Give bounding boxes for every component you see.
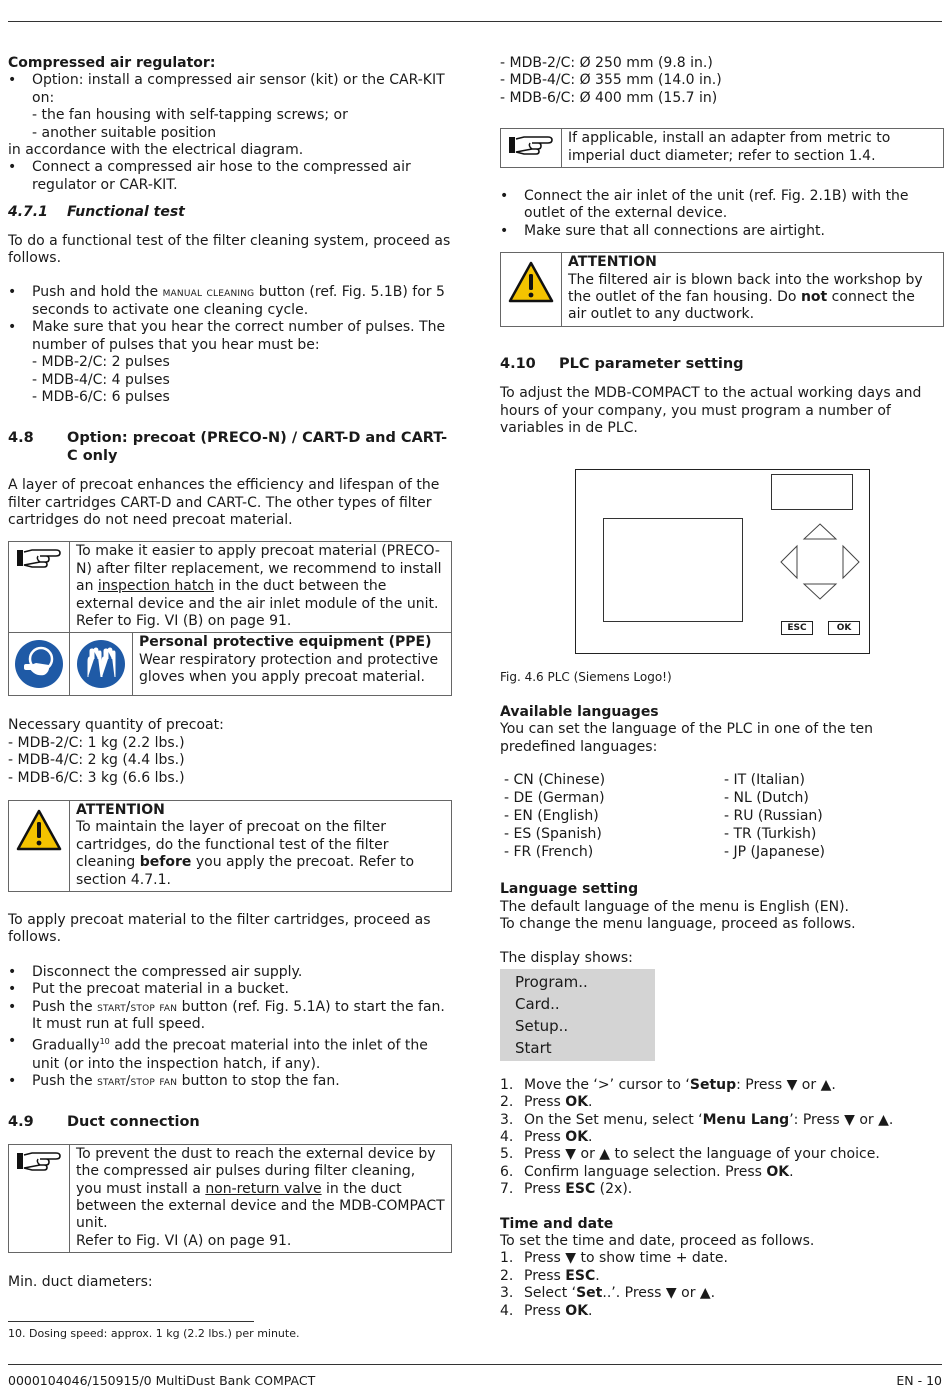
language-columns [504, 771, 944, 861]
list-item: • Connect the air inlet of the unit (ref. Fig. 2.1B) with the outlet of the external device. [500, 188, 944, 223]
list-item: • Put the precoat material in a bucket. [8, 981, 452, 998]
list-item: • Option: install a compressed air sensor (kit) or the CAR-KIT on: - the fan housing with self-tapping screws; or - another suitable position in accordance with the electrical diagram. [8, 72, 452, 159]
functional-test-list [8, 284, 452, 406]
warning-triangle-icon [9, 801, 70, 891]
respirator-mask-icon [9, 633, 70, 695]
plc-intro: To adjust the MDB-COMPACT to the actual working days and hours of your company, you must program a number of variables in de PLC. [500, 385, 922, 437]
plc-esc-key: ESC [781, 621, 813, 635]
time-date-steps [500, 1250, 944, 1320]
section-4-9-heading: 4.9 Duct connection [8, 1114, 200, 1131]
list-item: • Push and hold the manual cleaning button (ref. Fig. 5.1B) for 5 seconds to activate one cleaning cycle. [8, 284, 452, 319]
section-4-7-1-heading: 4.7.1 Functional test [8, 204, 185, 221]
page-number: EN - 10 [896, 1373, 942, 1388]
languages-left: - CN (Chinese) - DE (German) - EN (English) - ES (Spanish) - FR (French) [504, 772, 606, 861]
pointing-hand-icon [9, 1145, 70, 1252]
time-date-intro: To set the time and date, proceed as follows. [500, 1233, 815, 1249]
protective-gloves-icon [70, 633, 133, 695]
list-item: • Make sure that you hear the correct number of pulses. The number of pulses that you hear must be: - MDB-2/C: 2 pulses - MDB-4/C: 4 pulses - MDB-6/C: 6 pulses [8, 319, 452, 406]
left-column [8, 55, 452, 1292]
note-non-return-valve [8, 1144, 452, 1253]
list-item: • Push the start/stop fan button (ref. Fig. 5.1A) to start the fan. It must run at full speed. [8, 999, 452, 1034]
pointing-hand-icon [9, 542, 70, 632]
note-text: To prevent the dust to reach the external device by the compressed air pulses during filter cleaning, you must install a non-return valve in the duct between the external device and the MDB-COMPACT unit. Refer to Fig. VI (A) on page 91. [76, 1145, 445, 1249]
pointing-hand-icon [501, 129, 562, 167]
display-line: Card.. [515, 994, 560, 1013]
note-inspection-hatch [8, 541, 452, 633]
plc-figure [575, 469, 870, 654]
attention-box-precoat [8, 800, 452, 892]
non-return-valve-link: non-return valve [205, 1180, 322, 1197]
language-setting-text: The default language of the menu is English (EN). To change the menu language, proceed as follows. [500, 898, 856, 932]
warning-triangle-icon [501, 253, 562, 326]
list-item: 3. On the Set menu, select ‘Menu Lang’: Press ▼ or ▲. [500, 1111, 894, 1128]
display-line: Program.. [515, 972, 588, 991]
display-line: Setup.. [515, 1016, 569, 1035]
functional-test-intro: To do a functional test of the filter cleaning system, proceed as follows. [8, 232, 451, 267]
footer-rule [8, 1364, 942, 1365]
attention-text: ATTENTION The filtered air is blown back into the workshop by the outlet of the fan housing. Do not connect the air outlet to any ductwork. [568, 254, 923, 323]
display-shows-label: The display shows: [500, 950, 633, 967]
plc-small-display [771, 474, 853, 510]
apply-intro: To apply precoat material to the filter cartridges, proceed as follows. [8, 912, 431, 946]
note-text: If applicable, install an adapter from metric to imperial duct diameter; refer to section 1.4. [568, 130, 891, 164]
precoat-quantity-list: - MDB-2/C: 1 kg (2.2 lbs.) - MDB-4/C: 2 kg (4.4 lbs.) - MDB-6/C: 3 kg (6.6 lbs.) [8, 734, 185, 786]
attention-box-outlet [500, 252, 944, 327]
footnote-rule [8, 1321, 254, 1322]
attention-text: ATTENTION To maintain the layer of precoat on the filter cartridges, do the functional test of the filter cleaning before you apply the precoat. Refer to section 4.7.1. [76, 802, 415, 888]
ppe-note [8, 633, 452, 696]
list-item: • Connect a compressed air hose to the compressed air regulator or CAR-KIT. [8, 159, 452, 194]
connection-list [500, 188, 944, 240]
list-item: 2. Press ESC. [500, 1267, 600, 1284]
page-footer [8, 1372, 942, 1389]
plc-arrow-keys [779, 522, 861, 602]
list-item: 4. Press OK. [500, 1302, 593, 1319]
header-rule [8, 21, 942, 22]
compressed-list [8, 72, 452, 194]
ppe-text: Personal protective equipment (PPE) Wear respiratory protection and protective gloves when you apply precoat material. [139, 634, 439, 686]
list-item: • Push the start/stop fan button to stop the fan. [8, 1073, 452, 1090]
list-item: 3. Select ‘Set..’. Press ▼ or ▲. [500, 1285, 716, 1302]
note-text: To make it easier to apply precoat material (PRECO-N) after filter replacement, we recommend to install an inspection hatch in the duct between the external device and the air inlet module of the unit. Refer to Fig. VI (B) on page 91. [76, 543, 442, 629]
time-date-title: Time and date [500, 1215, 614, 1232]
apply-list [8, 964, 452, 1091]
list-item: 1. Press ▼ to show time + date. [500, 1250, 728, 1267]
language-steps [500, 1077, 944, 1199]
plc-ok-key: OK [828, 621, 860, 635]
document-number: 0000104046/150915/0 MultiDust Bank COMPACT [8, 1373, 316, 1388]
figure-caption: Fig. 4.6 PLC (Siemens Logo!) [500, 669, 672, 684]
inspection-hatch-link: inspection hatch [97, 578, 214, 595]
list-item: 4. Press OK. [500, 1128, 593, 1145]
list-item: 2. Press OK. [500, 1094, 593, 1111]
section-4-8-heading: 4.8 Option: precoat (PRECO-N) / CART-D and CART-C only [8, 430, 448, 464]
display-line: Start [515, 1038, 552, 1057]
footnote: 10. Dosing speed: approx. 1 kg (2.2 lbs.) per minute. [8, 1327, 300, 1340]
right-column [500, 55, 944, 1320]
language-setting-title: Language setting [500, 881, 639, 898]
list-item: 1. Move the ‘>’ cursor to ‘Setup: Press ▼ or ▲. [500, 1076, 836, 1093]
compressed-title: Compressed air regulator: [8, 55, 216, 71]
note-adapter [500, 128, 944, 168]
list-item: 7. Press ESC (2x). [500, 1181, 633, 1198]
list-item: 6. Confirm language selection. Press OK. [500, 1163, 794, 1180]
min-duct-title: Min. duct diameters: [8, 1274, 153, 1291]
list-item: • Gradually$^{10}$ add the precoat material into the inlet of the unit (or into the inspection hatch, if any). [8, 1033, 452, 1072]
duct-diameter-list: - MDB-2/C: Ø 250 mm (9.8 in.) - MDB-4/C: Ø 355 mm (14.0 in.) - MDB-6/C: Ø 400 mm (15.7 in) [500, 55, 722, 106]
precoat-notes [8, 541, 452, 696]
section-4-10-heading: 4.10 PLC parameter setting [500, 355, 744, 372]
languages-right: - IT (Italian) - NL (Dutch) - RU (Russian) - TR (Turkish) - JP (Japanese) [724, 772, 826, 861]
languages-title: Available languages [500, 703, 659, 720]
plc-display-menu [500, 969, 655, 1061]
list-item: • Make sure that all connections are airtight. [500, 223, 944, 240]
languages-intro: You can set the language of the PLC in one of the ten predefined languages: [500, 721, 873, 755]
precoat-quantity-title: Necessary quantity of precoat: [8, 717, 224, 734]
precoat-intro: A layer of precoat enhances the efficiency and lifespan of the filter cartridges CART-D and CART-C. The other types of filter cartridges do not need precoat material. [8, 477, 440, 528]
list-item: • Disconnect the compressed air supply. [8, 964, 452, 981]
plc-main-display [603, 518, 743, 622]
list-item: 5. Press ▼ or ▲ to select the language of your choice. [500, 1146, 880, 1163]
